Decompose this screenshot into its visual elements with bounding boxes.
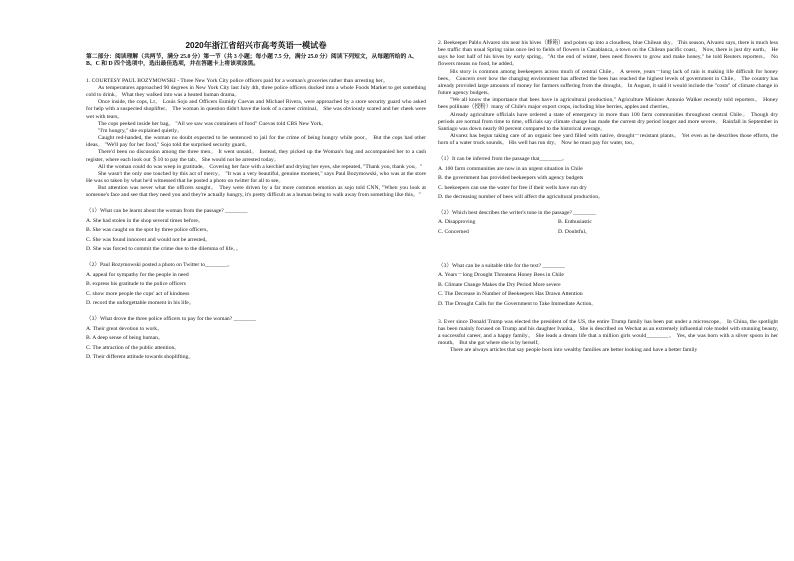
answer-option[interactable]: C. She was found innocent and would not be arrested。 (86, 236, 211, 243)
passage2-paragraph: Alvarez has begun taking care of an organic bee yard filled with native, drought－resistant plants。 Yet even as he describes those efforts, the horn of a water truck sounds。 His well has run dry。 Now he must pay for water, too。 (438, 133, 778, 147)
passage2-heading: 2. Beekeeper Pablo Alvarez sits near his hives（蜂箱）and points up into a cloudless, blue Chilean sky。 This season, Alvarez says, there is much less bee traffic than usual Spring rains once led to fields of flowers in Casablanca, a town on the Chilean pacific coast。 Now, there is just dry earth。 He says he lost half of his hives by early spring。"At the end of winter, bees need flowers to grow and make honey," he told Reuters reporters。 No flowers means no food, he added。 (438, 40, 778, 68)
answer-option[interactable]: C. show more people the cops' act of kindness (86, 290, 190, 297)
answer-option[interactable]: D. record the unforgettable moment in his life。 (86, 300, 195, 307)
passage1-paragraph: But attention was never what the officers sought。 They were driven by a far more common emotion as sojo told CNN, "When you look at someone's face and see that they need you and they're actually hungry, it's pretty difficult as a human being to walk away from something like this。" (86, 185, 426, 199)
passage2-paragraph: "We all know the importance that bees have in agricultural production," Agriculture Minister Antonio Walker recently told reporters。 Honey bees pollinate（授粉）many of Chile's major export crops, including blue berries, apples and cherries。 (438, 97, 778, 111)
passage1-paragraph: There'd been no discussion among the three men。 It went unsaid。 Instead, they picked up the Woman's bag and accompanied her to a cash register, where each look out ＄10 to pay the tab。 She would not be arrested today。 (86, 149, 426, 163)
passage2-paragraph: His story is common among beekeepers across much of central Chile。 A severe, years－long lack of rain is making life difficult for honey bees。 Concern over how the changing environment has affected the bees has reached the highest levels of government in Chile。 The country has already provided large amounts of money for farmers suffering from the drought。 In August, it said it would include the "costs" of climate change in future agency budgets。 (438, 68, 778, 97)
answer-option[interactable]: B. She was caught on the spot by three police officers。 (86, 227, 212, 234)
passage1-paragraph: The cops peeked inside her bag。 "All we saw was containers of food" Cuevas told CBS New York。 (98, 120, 327, 127)
answer-option[interactable]: B. express his gratitude to the police officers (86, 281, 186, 288)
left-column (86, 38, 426, 364)
option-grid (438, 219, 778, 236)
answer-option[interactable]: A. She had stolen in the shop several times before。 (86, 217, 204, 224)
answer-option[interactable]: B. Climate Change Makes the Dry Period More severe (438, 281, 561, 288)
question-stem: （3）What can be a suitable title for the text? ________ (438, 263, 565, 270)
answer-option[interactable]: C. The Decrease in Number of Beekeepers Has Drawn Attention (438, 291, 583, 298)
passage1-paragraph: She wasn't the only one touched by this act of mercy。 "It was a very beautiful, genuine moment," says Paul Bozymowski, who was at the store He was so taken by what he'd witnessed that he posted a photo on twitter for all to see。 (86, 170, 426, 184)
question-stem: （2）Which best describes the writer's tone in the passage? ________ (438, 210, 596, 217)
question-stem: （1）It can be inferred from the passage that________。 (438, 156, 568, 163)
answer-option[interactable]: B. the government has provided beekeepers with agency budgets (438, 175, 584, 182)
answer-option[interactable]: D. Their different attitude towards shoplifting。 (86, 354, 194, 361)
passage3-heading: 3. Ever since Donald Trump was elected the president of the US, the entire Trump family has been put under a microscope。 In China, the spotlight has been mainly focused on Trump and his daughter Ivanka。 She is described on Wechat as an extremely influential role model with stunning beauty, a successful career, and a happy family。 She leads a dream life that a million girls would________。 Yes, she was born with a silver spoon in her mouth。 But she got where she is by herself。 (438, 318, 778, 346)
answer-option[interactable]: B. Enthusiastic (558, 219, 592, 226)
passage1-paragraph: Once inside, the cops, Lt。 Louis Sojo and Officers Esmidy Cuevas and Michael Rivera, were approached by a store security guard who asked for help with a suspected shoplifter。 The woman in question didn't have the look of a career criminal。 She was obviously scared and her cheek were wet with tears。 (86, 99, 426, 120)
answer-option[interactable]: C. The attraction of the public attention。 (86, 344, 180, 351)
passage1-heading: 1. COURTESY PAUL BOZYMOWSKI ‑ Three New York City police officers paid for a woman's groceries rather than arresting her。 (86, 77, 389, 84)
answer-option[interactable]: D. She was forced to commit the crime due to the dilemma of life。。 (86, 246, 242, 253)
section-instruction: 第二部分：阅读理解（共两节，满分 25.0 分）第一节（共 3 小题；每小题 7.5 分，满分 25.0 分）阅读下列短文，从每题所给的 A、B、C 和 D 四个选项中，选出最佳选项，并在答题卡上将该项涂黑。 (86, 54, 418, 68)
passage2-paragraph: Already agriculture officials have ordered a state of emergency in more than 100 farm communities throughout central Chile。 Though dry periods are normal from time to time, officials say climate change has made the current dry period longer and more severe。 Rainfall in September in Santiago was down nearly 80 percent compared to the historical average。 (438, 111, 778, 132)
answer-option[interactable]: C. Concerned (438, 229, 469, 235)
answer-option[interactable]: A. Their great devotion to work。 (86, 325, 163, 332)
passage1-paragraph: Caught red‑handed, the woman no doubt expected to be sentenced to jail for the crime of being hungry while poor。 But the cops had other ideas。 "We'll pay for her food," Sojo told the surprised security guard。 (86, 135, 426, 149)
exam-title: 2020年浙江省绍兴市高考英语一模试卷 (185, 41, 327, 50)
passage3-paragraph: There are always articles that say people born into wealthy families are better looking and have a better family (450, 347, 698, 354)
answer-option[interactable]: D. the decreasing number of bees will affect the agricultural production。 (438, 194, 604, 201)
answer-option[interactable]: D. The Drought Calls for the Government to Take Immediate Action。 (438, 300, 597, 307)
answer-option[interactable]: A. 100 farm communities are now in an urgent situation in Chile (438, 165, 583, 172)
answer-option[interactable]: A. Disapproving (438, 219, 476, 226)
passage1-paragraph: All the woman could do was weep in gratitude。 Covering her face with a kerchief and drying her eyes, she repeated, "Thank you, thank you。" (98, 163, 423, 170)
passage1-paragraph: As temperatures approached 90 degrees in New York City last July 4th, three police officers ducked into a whole Foods Market to get something cold to drink。 What they walked into was a heated human drama。 (86, 84, 426, 99)
passage1-paragraph: "I'm hungry," she explained quietly。 (98, 127, 183, 134)
answer-option[interactable]: B. A deep sense of being human。 (86, 335, 164, 342)
spacer (438, 311, 778, 319)
spacer (438, 236, 778, 254)
answer-option[interactable]: A. appeal for sympathy for the people in need (86, 271, 189, 278)
right-column (438, 40, 778, 354)
question-stem: （1）What can be learnt about the woman from the passage? ________ (86, 208, 248, 215)
answer-option[interactable]: D. Doubtful。 (558, 229, 591, 235)
answer-option[interactable]: C. beekeepers can use the water for free if their wells have run dry (438, 184, 587, 191)
question-stem: （2）Paul Bozymowski posted a photo on Twitter to________。 (86, 262, 233, 269)
question-stem: （3）What drove the three police officers to pay for the woman? ________ (86, 316, 256, 323)
answer-option[interactable]: A. Years－long Drought Threatens Honey Bees in Chile (438, 272, 564, 279)
